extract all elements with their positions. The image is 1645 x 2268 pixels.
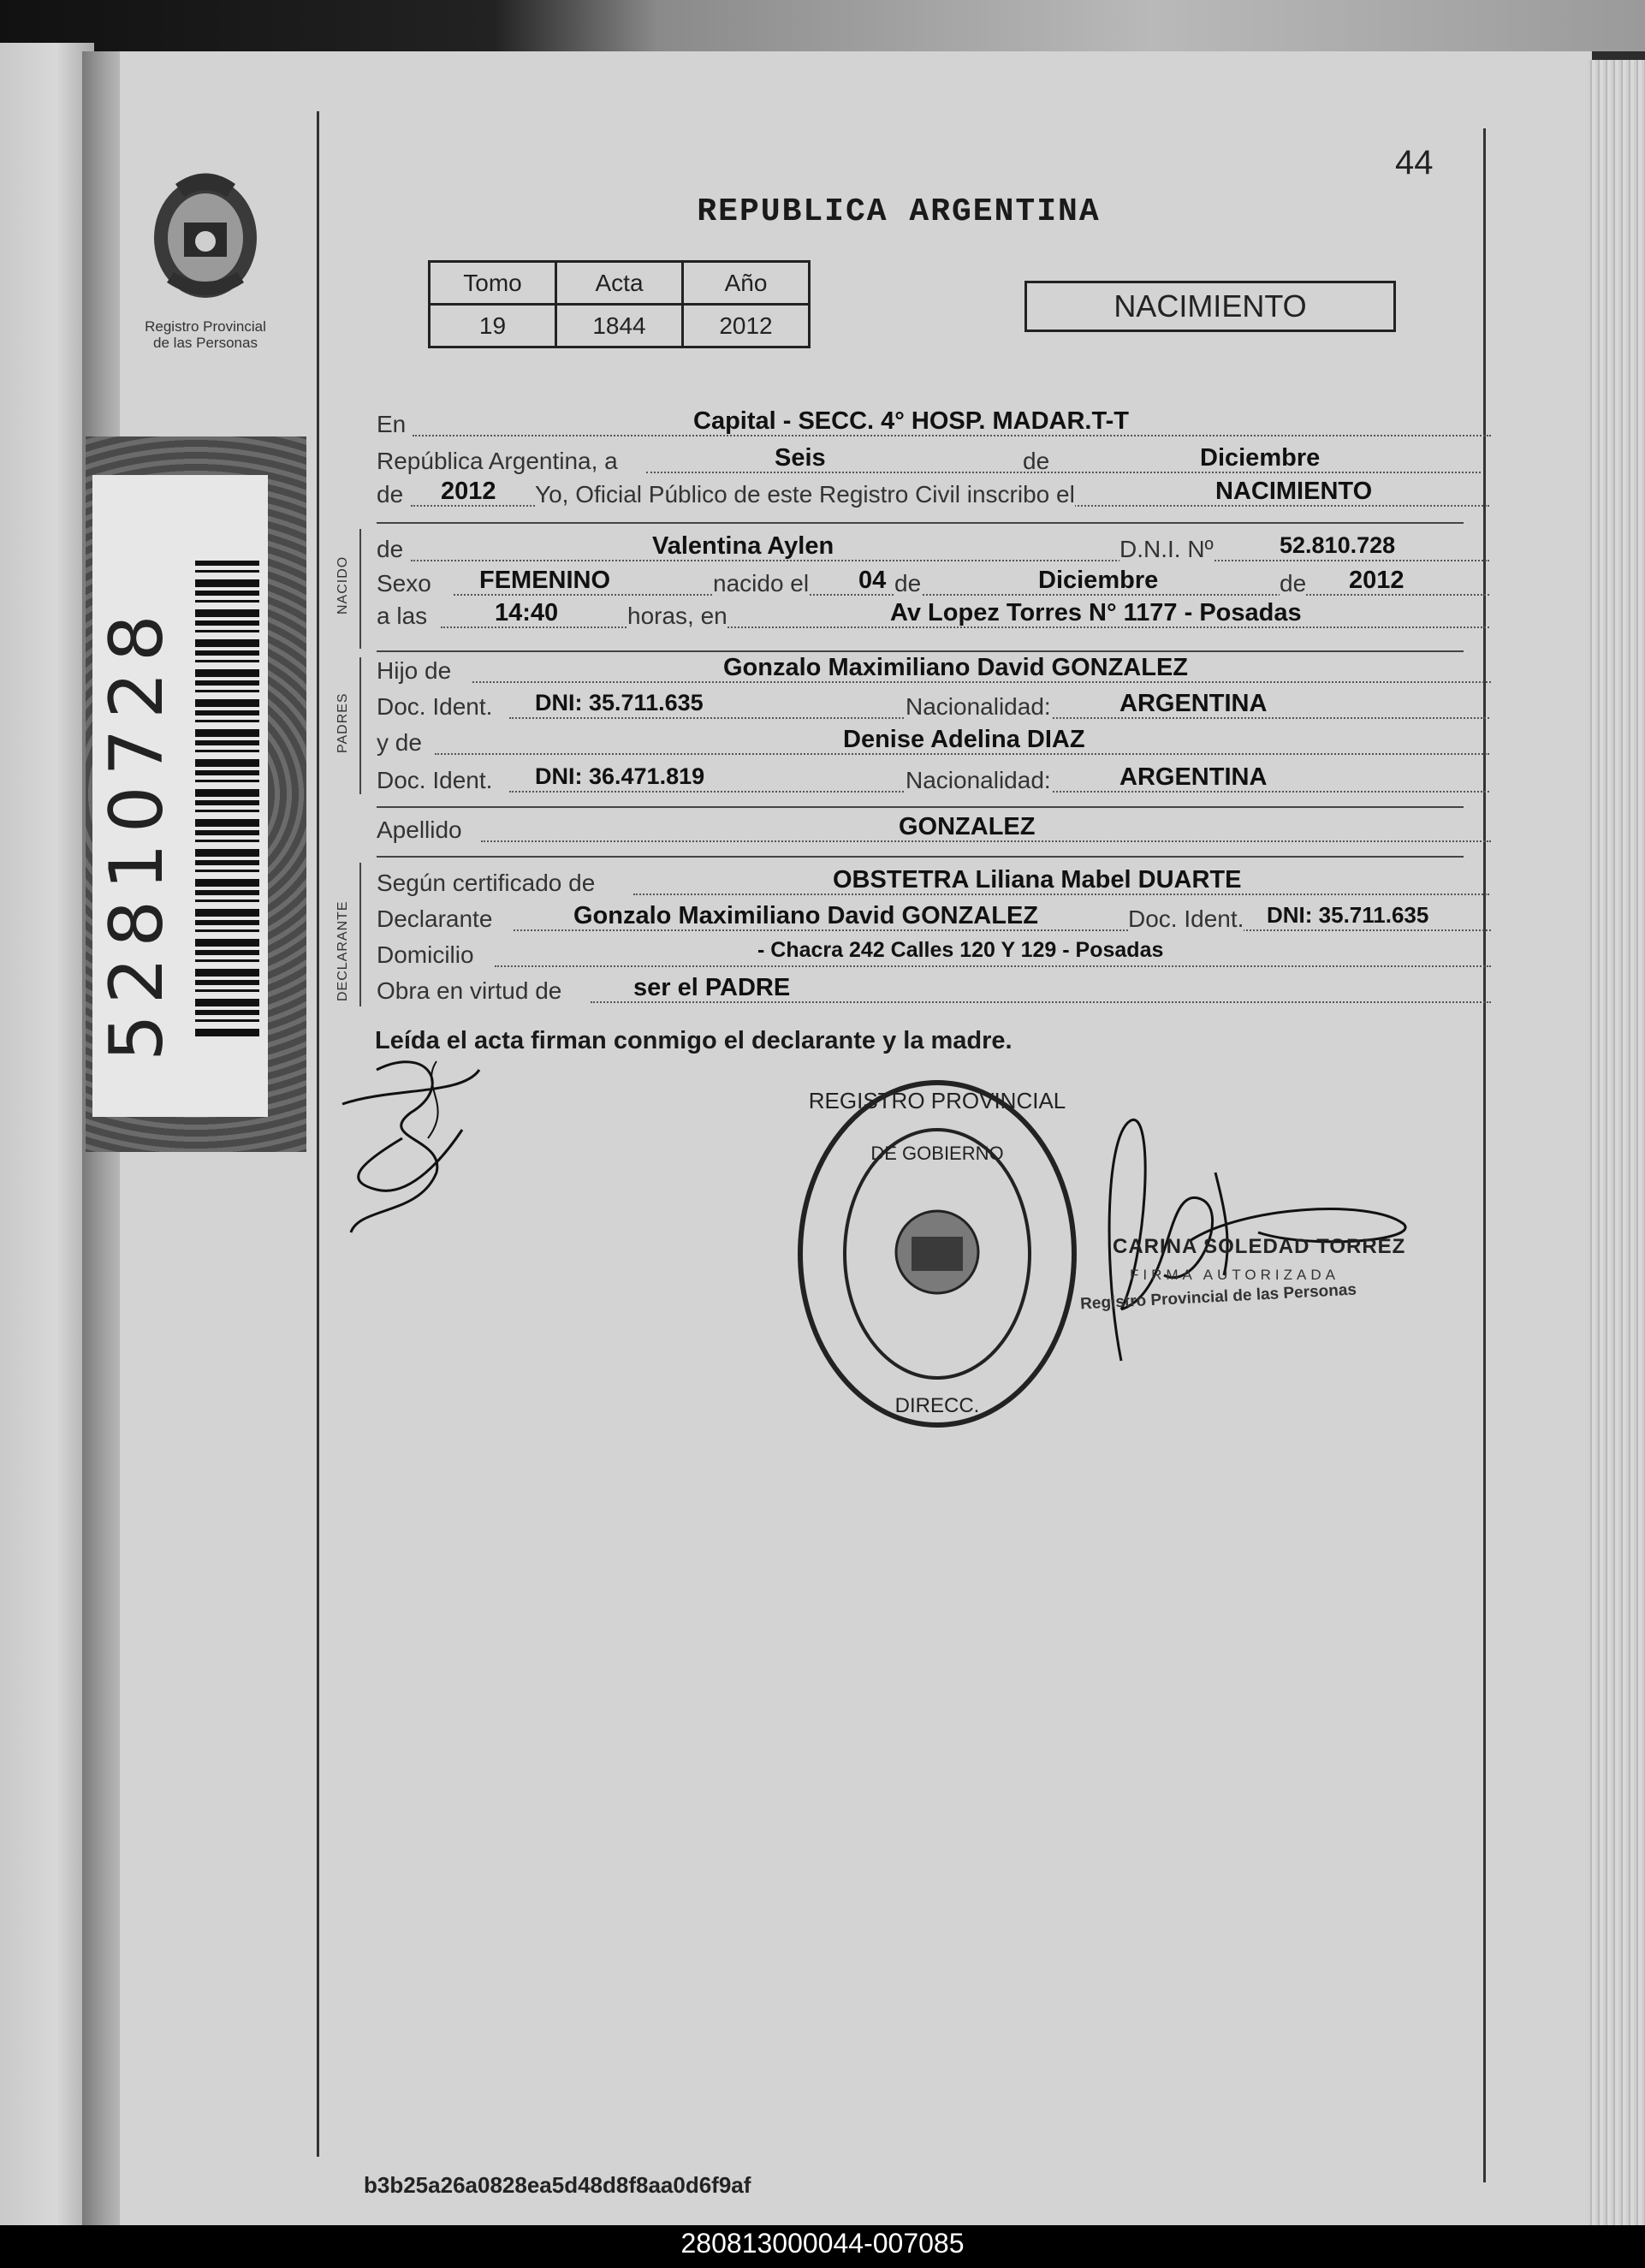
apellido-label: Apellido — [377, 816, 462, 843]
line-declarante — [377, 902, 1459, 935]
footer-id: 280813000044-007085 — [680, 2228, 965, 2259]
table-cell: 1844 — [556, 305, 683, 347]
provincial-emblem-icon — [141, 163, 270, 308]
section-divider — [377, 522, 1464, 524]
book-top-edge — [0, 0, 1645, 51]
y-de-label: y de — [377, 729, 422, 756]
nacido-section-label: NACIDO — [336, 555, 350, 614]
sexo-label: Sexo — [377, 570, 431, 597]
doc-label: Doc. Ident. — [1128, 905, 1244, 932]
horas-label: horas, en — [627, 603, 727, 629]
hijo-label: Hijo de — [377, 657, 452, 684]
barcode-number: 52810728 — [94, 604, 180, 1061]
margin-rule-left — [317, 111, 319, 2157]
cert-label: Según certificado de — [377, 870, 596, 896]
section-divider — [377, 650, 1464, 652]
dni-label: D.N.I. Nº — [1119, 536, 1214, 562]
declarant-doc: DNI: 35.711.635 — [1267, 902, 1429, 928]
nacido-bracket — [359, 529, 361, 649]
act-value: NACIMIENTO — [1215, 478, 1373, 505]
document-hash: b3b25a26a0828ea5d48d8f8aa0d6f9af — [364, 2172, 751, 2198]
declarant-signature-icon — [325, 1036, 514, 1241]
declarante-bracket — [359, 863, 361, 1006]
line-nacido-sex — [377, 567, 1459, 599]
table-header: Tomo — [430, 262, 556, 305]
doc-label: Doc. Ident. — [377, 693, 493, 720]
father-nationality: ARGENTINA — [1119, 690, 1268, 717]
declarant-name: Gonzalo Maximiliano David GONZALEZ — [573, 902, 1038, 929]
barcode-icon — [195, 561, 259, 1040]
cert-value: OBSTETRA Liliana Mabel DUARTE — [833, 866, 1242, 894]
birth-month: Diciembre — [1038, 567, 1159, 594]
de-label: de — [894, 570, 922, 597]
surname-value: GONZALEZ — [899, 813, 1036, 840]
svg-text:DIRECC.: DIRECC. — [894, 1394, 980, 1417]
father-doc: DNI: 35.711.635 — [535, 690, 704, 715]
de-label: de — [1023, 448, 1050, 474]
officer-text: Yo, Oficial Público de este Registro Civil inscribo el — [535, 481, 1075, 508]
obra-value: ser el PADRE — [633, 974, 791, 1001]
line-officer — [377, 478, 1459, 510]
republica-label: República Argentina, a — [377, 448, 618, 474]
record-type-box: NACIMIENTO — [1024, 281, 1396, 332]
day-value: Seis — [775, 444, 826, 472]
child-dni: 52.810.728 — [1280, 532, 1396, 558]
left-page-edge — [0, 43, 94, 2225]
line-apellido — [377, 813, 1459, 846]
line-domicilio — [377, 938, 1459, 971]
nacionalidad-label: Nacionalidad: — [906, 767, 1051, 793]
padres-section-label: PADRES — [336, 692, 350, 753]
mother-nationality: ARGENTINA — [1119, 763, 1268, 791]
line-obra — [377, 974, 1459, 1006]
table-cell: 19 — [430, 305, 556, 347]
table-header: Año — [683, 262, 810, 305]
line-cert — [377, 866, 1459, 899]
official-seal-icon — [792, 1074, 1083, 1434]
de-year-label: de — [377, 481, 404, 508]
section-divider — [377, 806, 1464, 808]
birth-day: 04 — [858, 567, 887, 594]
section-divider — [377, 856, 1464, 858]
en-label: En — [377, 411, 407, 437]
domicilio-label: Domicilio — [377, 941, 474, 968]
birth-time: 14:40 — [495, 599, 559, 626]
line-father-doc — [377, 690, 1459, 722]
official-role: FIRMA AUTORIZADA — [1130, 1267, 1339, 1283]
nacido-label: nacido el — [713, 570, 810, 597]
nacionalidad-label: Nacionalidad: — [906, 693, 1051, 720]
registry-caption: Registro Provincial de las Personas — [145, 318, 266, 351]
father-name: Gonzalo Maximiliano David GONZALEZ — [723, 654, 1188, 681]
page-number: 44 — [1395, 144, 1434, 181]
record-table — [428, 260, 811, 348]
padres-bracket — [359, 657, 361, 794]
table-cell: 2012 — [683, 305, 810, 347]
table-header: Acta — [556, 262, 683, 305]
doc-label: Doc. Ident. — [377, 767, 493, 793]
declarante-label: Declarante — [377, 905, 493, 932]
mother-name: Denise Adelina DIAZ — [843, 726, 1085, 753]
svg-text:REGISTRO PROVINCIAL: REGISTRO PROVINCIAL — [808, 1088, 1066, 1113]
month-value: Diciembre — [1200, 444, 1321, 472]
document-title: REPUBLICA ARGENTINA — [697, 193, 1101, 230]
svg-text:DE GOBIERNO: DE GOBIERNO — [870, 1143, 1004, 1164]
child-name: Valentina Aylen — [652, 532, 834, 560]
year-value: 2012 — [441, 478, 496, 505]
line-en — [377, 407, 1459, 440]
line-nacido-time — [377, 599, 1459, 632]
declarante-section-label: DECLARANTE — [336, 900, 350, 1001]
a-las-label: a las — [377, 603, 428, 629]
birth-place: Av Lopez Torres N° 1177 - Posadas — [890, 599, 1302, 626]
margin-rule-right — [1483, 128, 1486, 2182]
line-mother — [377, 726, 1459, 758]
obra-label: Obra en virtud de — [377, 977, 562, 1004]
de-label: de — [377, 536, 404, 562]
line-nacido-name — [377, 532, 1459, 565]
line-mother-doc — [377, 763, 1459, 796]
closing-statement: Leída el acta firman conmigo el declarante y la madre. — [375, 1027, 1013, 1054]
line-father — [377, 654, 1459, 686]
line-republica — [377, 444, 1459, 477]
official-name: CARINA SOLEDAD TORREZ — [1113, 1235, 1406, 1258]
official-registry: Registro Provincial de las Personas — [1079, 1280, 1357, 1314]
sex-value: FEMENINO — [479, 567, 611, 594]
domicilio-value: - Chacra 242 Calles 120 Y 129 - Posadas — [757, 938, 1164, 962]
right-page-stack — [1588, 60, 1645, 2225]
birth-year: 2012 — [1349, 567, 1404, 594]
place-value: Capital - SECC. 4° HOSP. MADAR.T-T — [693, 407, 1129, 435]
de-label: de — [1280, 570, 1307, 597]
mother-doc: DNI: 36.471.819 — [535, 763, 705, 789]
